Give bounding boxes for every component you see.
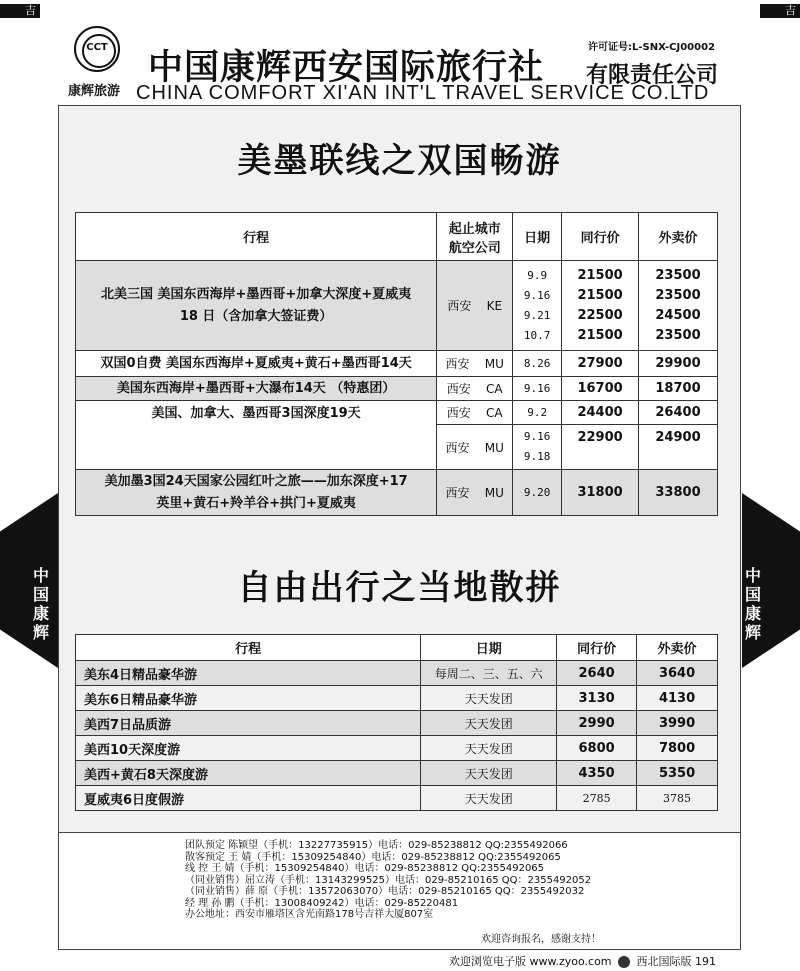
logo-cn-text: 康辉旅游	[68, 84, 121, 99]
table-row	[76, 736, 718, 761]
city-cell: 西安 CA	[437, 377, 513, 401]
contact-line-control: 线 控 王 婧（手机：15309254840）电话：029-85238812 QQ:2355492065	[185, 863, 545, 874]
route-cell: 夏威夷6日度假游	[76, 786, 421, 811]
city-cell: 西安 KE	[437, 261, 513, 351]
date-cell: 9.20	[513, 470, 562, 516]
table-header-row	[76, 635, 718, 661]
date-cell: 天天发团	[421, 736, 557, 761]
thanks-note: 欢迎咨询报名，感谢支持！	[481, 934, 601, 945]
col-header-date: 日期	[513, 213, 562, 261]
company-name-cn: 中国康辉西安国际旅行社	[148, 48, 545, 88]
contact-line-team: 团队预定 陈颖望（手机：13227735915）电话：029-85238812 QQ:2355492066	[185, 840, 568, 851]
retail-price-cell: 3785	[637, 786, 718, 811]
retail-price-cell: 18700	[639, 377, 718, 401]
section2-title: 自由出行之当地散拼	[237, 568, 562, 608]
col-header-route: 行程	[76, 213, 437, 261]
table-row	[76, 261, 718, 351]
contact-line-sales-2: （同业销售）薛 原（手机：13572063070）电话：029-85210165 QQ：2355492032	[185, 886, 585, 897]
route-cell: 美东4日精品豪华游	[76, 661, 421, 686]
table-row	[76, 470, 718, 516]
table-row	[76, 401, 718, 425]
peer-price-cell: 2990	[557, 711, 637, 736]
contact-line-manager: 经 理 孙 鹏（手机：13008409242）电话：029-85220481	[185, 897, 459, 909]
city-cell: 西安 CA	[437, 401, 513, 425]
peer-price-cell: 21500 21500 22500 21500	[562, 261, 639, 351]
col-header-peer-price: 同行价	[557, 635, 637, 661]
office-address: 办公地址：西安市雁塔区含光南路178号吉祥大厦807室	[185, 909, 434, 920]
col-header-route: 行程	[76, 635, 421, 661]
col-header-peer-price: 同行价	[562, 213, 639, 261]
contact-list	[185, 840, 591, 921]
retail-price-cell: 26400	[639, 401, 718, 425]
section1-title: 美墨联线之双国畅游	[237, 141, 562, 181]
route-cell: 北美三国 美国东西海岸+墨西哥+加拿大深度+夏威夷 18 日（含加拿大签证费）	[76, 261, 437, 351]
route-cell: 美西10天深度游	[76, 736, 421, 761]
route-cell: 美国东西海岸+墨西哥+大瀑布14天 （特惠团）	[76, 377, 437, 401]
corner-mark-left: 吉	[0, 4, 40, 18]
contact-line-sales-1: （同业销售）屈立涛（手机：13143299525）电话：029-85210165 QQ：2355492052	[185, 874, 592, 886]
col-header-retail-price: 外卖价	[637, 635, 718, 661]
date-cell: 天天发团	[421, 686, 557, 711]
frame-bottom-rule	[58, 949, 741, 950]
route-cell: 美国、加拿大、墨西哥3国深度19天	[76, 401, 437, 470]
date-cell: 9.16 9.18	[513, 425, 562, 470]
table-header-row	[76, 213, 718, 261]
table-row	[76, 711, 718, 736]
tour-table-us-mexico	[75, 212, 718, 516]
date-cell: 天天发团	[421, 761, 557, 786]
date-cell: 每周二、三、五、六	[421, 661, 557, 686]
retail-price-cell: 23500 23500 24500 23500	[639, 261, 718, 351]
retail-price-cell: 3640	[637, 661, 718, 686]
date-cell: 9.9 9.16 9.21 10.7	[513, 261, 562, 351]
date-cell: 天天发团	[421, 786, 557, 811]
retail-price-cell: 33800	[639, 470, 718, 516]
col-header-city: 起止城市 航空公司	[437, 213, 513, 261]
city-cell: 西安 MU	[437, 351, 513, 377]
route-cell: 美西7日品质游	[76, 711, 421, 736]
peer-price-cell: 4350	[557, 761, 637, 786]
logo-abbr: CCT	[86, 42, 108, 53]
table-row	[76, 686, 718, 711]
city-cell: 西安 MU	[437, 425, 513, 470]
retail-price-cell: 7800	[637, 736, 718, 761]
date-cell: 9.16	[513, 377, 562, 401]
corner-mark-right: 吉	[760, 4, 800, 18]
date-cell: 天天发团	[421, 711, 557, 736]
peer-price-cell: 22900	[562, 425, 639, 470]
retail-price-cell: 29900	[639, 351, 718, 377]
company-name-en: CHINA COMFORT XI'AN INT'L TRAVEL SERVICE CO.LTD	[136, 82, 710, 104]
city-cell: 西安 MU	[437, 470, 513, 516]
table-row	[76, 786, 718, 811]
peer-price-cell: 2785	[557, 786, 637, 811]
peer-price-cell: 31800	[562, 470, 639, 516]
side-tab-label-right: 中国 康辉	[744, 566, 761, 642]
side-tab-label-left: 中国 康辉	[32, 566, 49, 642]
peer-price-cell: 6800	[557, 736, 637, 761]
route-cell: 双国0自费 美国东西海岸+夏威夷+黄石+墨西哥14天	[76, 351, 437, 377]
peer-price-cell: 24400	[562, 401, 639, 425]
retail-price-cell: 4130	[637, 686, 718, 711]
table-row	[76, 351, 718, 377]
peer-price-cell: 3130	[557, 686, 637, 711]
company-logo-icon	[74, 26, 120, 72]
retail-price-cell: 3990	[637, 711, 718, 736]
date-cell: 9.2	[513, 401, 562, 425]
route-cell: 美加墨3国24天国家公园红叶之旅——加东深度+17 英里+黄石+羚羊谷+拱门+夏威夷	[76, 470, 437, 516]
date-cell: 8.26	[513, 351, 562, 377]
page-header	[58, 18, 741, 106]
footer-text: 欢迎浏览电子版 www.zyoo.com	[449, 955, 612, 968]
peer-price-cell: 2640	[557, 661, 637, 686]
table-row	[76, 661, 718, 686]
contact-line-individual: 散客预定 王 婧（手机：15309254840）电话：029-85238812 QQ:2355492065	[185, 851, 561, 863]
table-row	[76, 761, 718, 786]
company-name-suffix: 有限责任公司	[586, 63, 719, 88]
contacts-divider	[58, 832, 741, 833]
col-header-retail-price: 外卖价	[639, 213, 718, 261]
route-cell: 美东6日精品豪华游	[76, 686, 421, 711]
table-row	[76, 377, 718, 401]
peer-price-cell: 27900	[562, 351, 639, 377]
peer-price-cell: 16700	[562, 377, 639, 401]
local-tour-table	[75, 634, 718, 811]
page-footer	[449, 953, 716, 969]
header-divider	[58, 105, 741, 106]
route-cell: 美西+黄石8天深度游	[76, 761, 421, 786]
retail-price-cell: 24900	[639, 425, 718, 470]
col-header-date: 日期	[421, 635, 557, 661]
footer-logo-icon	[618, 956, 630, 968]
footer-section: 西北国际版	[636, 955, 692, 968]
license-number: 许可证号:L-SNX-CJ00002	[588, 42, 715, 53]
page-number: 191	[695, 955, 717, 968]
retail-price-cell: 5350	[637, 761, 718, 786]
